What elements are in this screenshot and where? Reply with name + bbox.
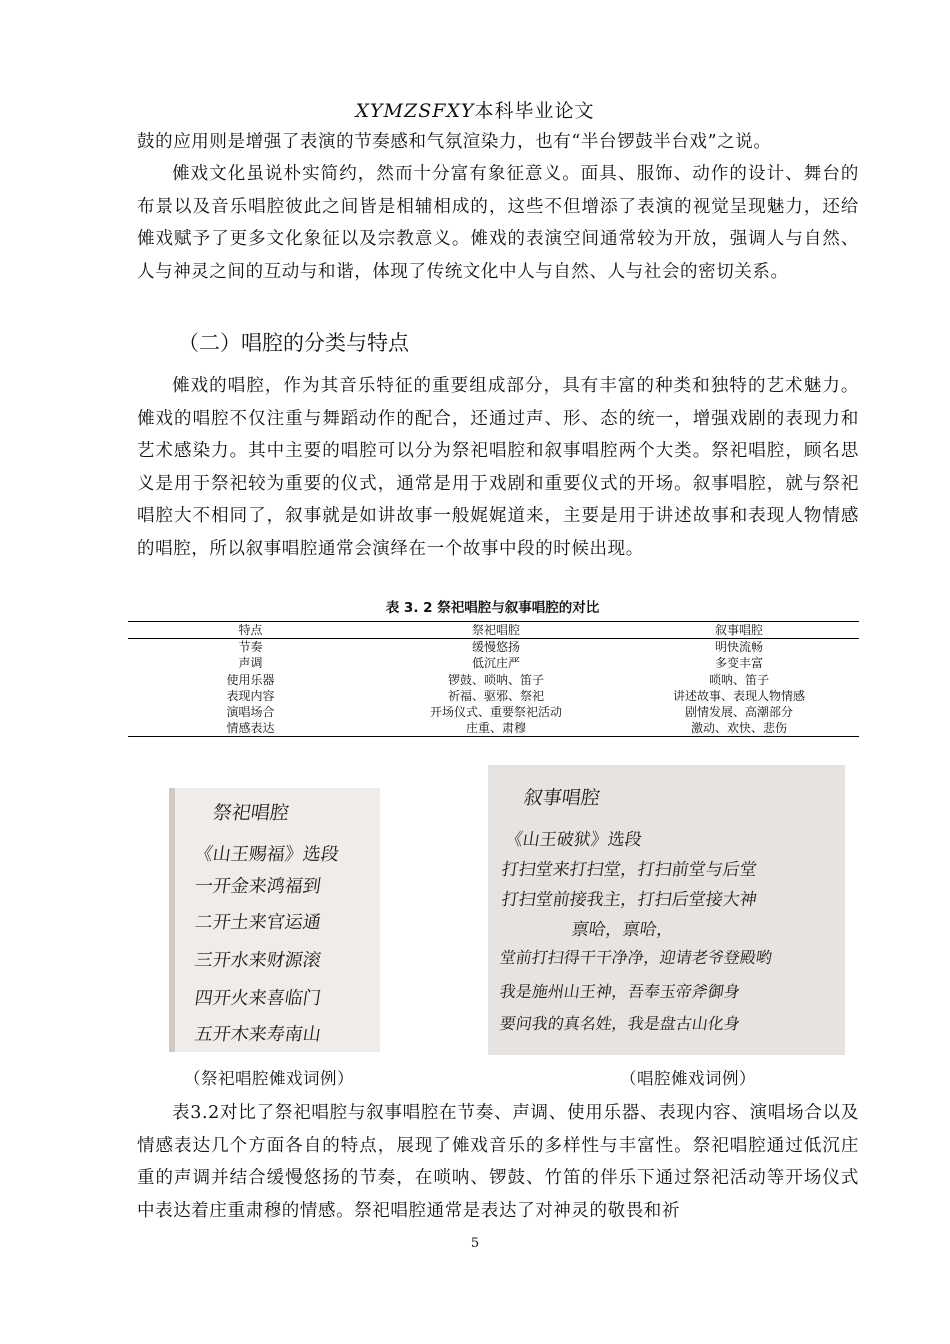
table-cell: 激动、欢快、悲伤 [690, 721, 787, 736]
handwritten-line: 《山王赐福》选段 [193, 844, 341, 865]
handwritten-line: 二开土来官运通 [193, 912, 323, 933]
table-row [128, 672, 859, 688]
handwritten-lyrics-photo-ritual [169, 788, 380, 1052]
table-row [128, 688, 859, 704]
paragraph-culture: 傩戏文化虽说朴实简约，然而十分富有象征意义。面具、服饰、动作的设计、舞台的布景以及音乐唱腔彼此之间皆是相辅相成的，这些不但增添了表演的视觉呈现魅力，还给傩戏赋予了更多文化象征以及宗教意义。傩戏的表演空间通常较为开放，强调人与自然、人与神灵之间的互动与和谐，体现了传统文化中人与自然、人与社会的密切关系。 [137, 164, 859, 282]
handwritten-line: 一开金来鸿福到 [193, 876, 323, 897]
table-cell: 缓慢悠扬 [471, 640, 520, 655]
table-cell: 多变丰富 [714, 656, 763, 671]
table-cell: 庄重、肃穆 [465, 721, 526, 736]
paragraph-vocal-styles: 傩戏的唱腔，作为其音乐特征的重要组成部分，具有丰富的种类和独特的艺术魅力。傩戏的唱腔不仅注重与舞蹈动作的配合，还通过声、形、态的统一，增强戏剧的表现力和艺术感染力。其中主要的唱腔可以分为祭祀唱腔和叙事唱腔两个大类。祭祀唱腔，顾名思义是用于祭祀较为重要的仪式，通常是用于戏剧和重要仪式的开场。叙事唱腔，就与祭祀唱腔大不相同了，叙事就是如讲故事一般娓娓道来，主要是用于讲述故事和表现人物情感的唱腔，所以叙事唱腔通常会演绎在一个故事中段的时候出现。 [137, 376, 859, 559]
table-cell: 表现内容 [226, 688, 275, 703]
table-header-cell: 叙事唱腔 [619, 622, 859, 639]
page-header [0, 96, 950, 123]
photo-edge-shadow [169, 788, 175, 1052]
header-latin: XYMZSFXY [355, 100, 475, 122]
table-cell: 使用乐器 [226, 672, 275, 687]
table-cell: 演唱场合 [226, 705, 275, 720]
handwritten-line: 四开火来喜临门 [193, 988, 323, 1009]
handwritten-line: 《山王破狱》选段 [504, 830, 644, 850]
handwritten-lyrics-photo-narrative [488, 765, 845, 1055]
handwritten-line: 要问我的真名姓，我是盘古山化身 [498, 1014, 742, 1033]
handwritten-line: 堂前打扫得干干净净，迎请老爷登殿哟 [498, 948, 774, 967]
table-cell: 明快流畅 [714, 640, 763, 655]
handwritten-line: 叙事唱腔 [522, 787, 602, 809]
section-heading: （二）唱腔的分类与特点 [178, 331, 409, 355]
table-cell: 祈福、驱邪、祭祀 [447, 688, 544, 703]
paragraph-continuation: 鼓的应用则是增强了表演的节奏感和气氛渲染力，也有“半台锣鼓半台戏”之说。 [137, 132, 772, 152]
handwritten-line: 打扫堂前接我主，打扫后堂接大神 [500, 890, 759, 910]
photo-caption-left: （祭祀唱腔傩戏词例） [184, 1069, 354, 1088]
table-cell: 开场仪式、重要祭祀活动 [429, 705, 562, 720]
table-cell: 低沉庄严 [471, 656, 520, 671]
table-cell: 声调 [238, 656, 263, 671]
paragraph-table-discussion: 表3.2对比了祭祀唱腔与叙事唱腔在节奏、声调、使用乐器、表现内容、演唱场合以及情感表达几个方面各自的特点，展现了傩戏音乐的多样性与丰富性。祭祀唱腔通过低沉庄重的声调并结合缓慢悠扬的节奏，在唢呐、锣鼓、竹笛的伴乐下通过祭祀活动等开场仪式中表达着庄重肃穆的情感。祭祀唱腔通常是表达了对神灵的敬畏和祈 [137, 1103, 859, 1221]
handwritten-line: 我是施州山王神，吾奉玉帝斧御身 [498, 982, 742, 1001]
table-cell: 讲述故事、表现人物情感 [672, 688, 805, 703]
comparison-table [128, 621, 859, 737]
handwritten-line: 五开木来寿南山 [193, 1024, 323, 1045]
page-number: 5 [470, 1236, 480, 1251]
table-header-cell: 祭祀唱腔 [373, 622, 619, 639]
table-cell: 情感表达 [226, 721, 275, 736]
handwritten-line: 打扫堂来打扫堂，打扫前堂与后堂 [500, 860, 759, 880]
table-header-row [128, 622, 859, 639]
table-row [128, 704, 859, 720]
handwritten-line: 禀哈，禀哈， [570, 920, 676, 940]
header-title: 本科毕业论文 [474, 100, 595, 122]
table-cell: 锣鼓、唢呐、笛子 [447, 672, 544, 687]
table-header-cell: 特点 [128, 622, 373, 639]
photo-caption-right: （唱腔傩戏词例） [620, 1069, 756, 1088]
handwritten-line: 三开水来财源滚 [193, 950, 323, 971]
table-row [128, 720, 859, 737]
handwritten-line: 祭祀唱腔 [211, 802, 291, 824]
table-row [128, 655, 859, 671]
table-cell: 节奏 [238, 640, 263, 655]
table-caption: 表 3. 2 祭祀唱腔与叙事唱腔的对比 [385, 600, 600, 616]
table-row [128, 639, 859, 656]
table-cell: 唢呐、笛子 [708, 672, 769, 687]
table-cell: 剧情发展、高潮部分 [684, 705, 793, 720]
